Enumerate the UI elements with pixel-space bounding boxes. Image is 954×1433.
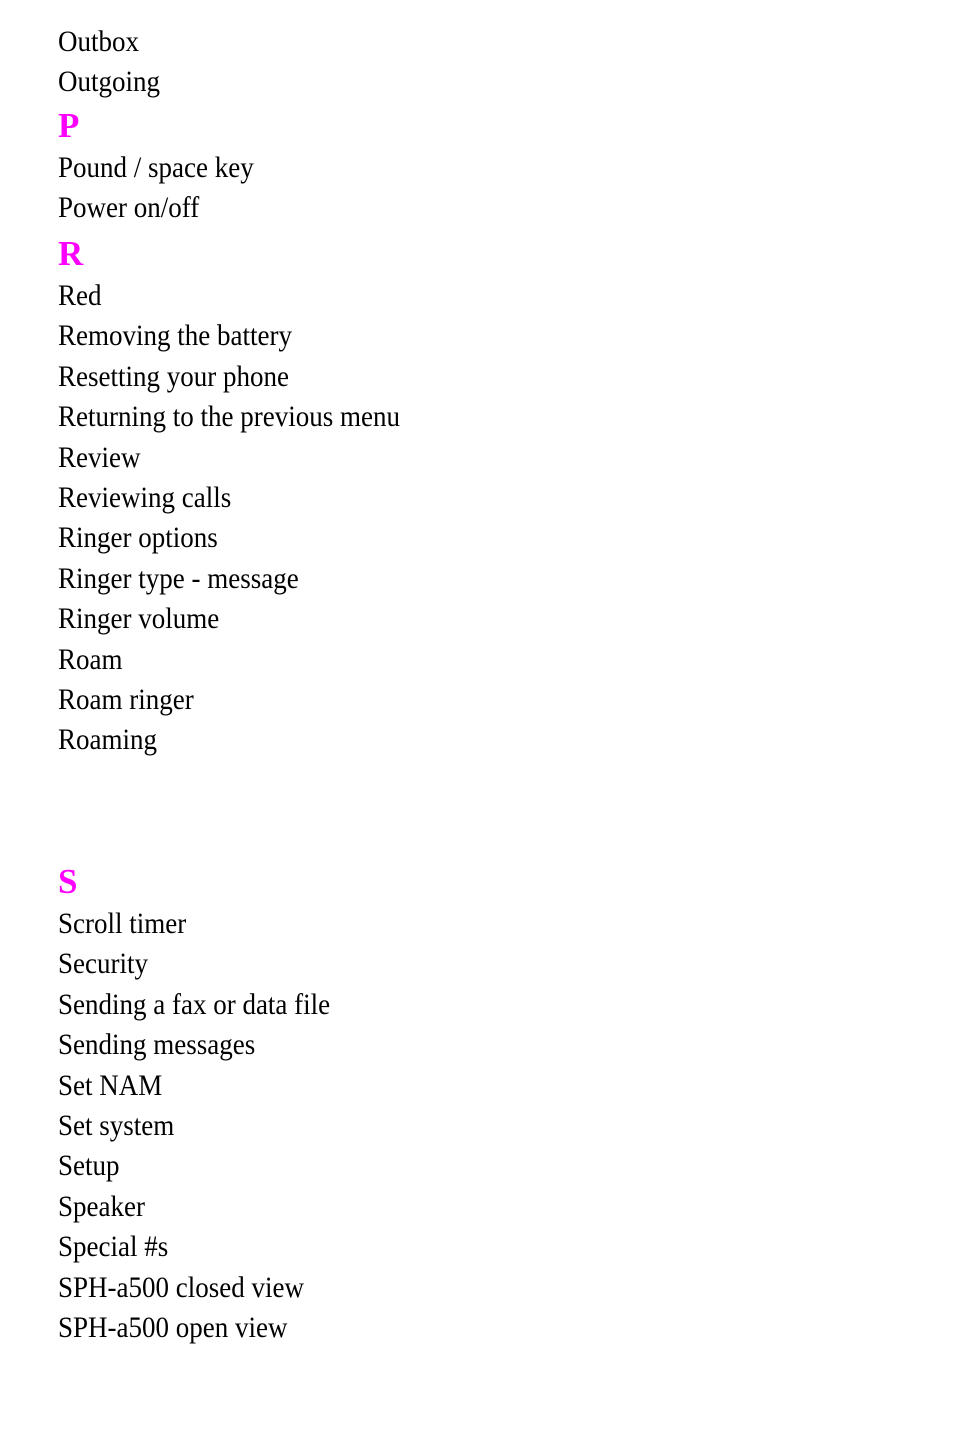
index-entry: Roaming — [58, 723, 157, 757]
index-entry: Setup — [58, 1149, 120, 1183]
index-entry: Scroll timer — [58, 907, 187, 940]
section-letter-p: P — [58, 106, 80, 145]
index-entry: Removing the battery — [58, 319, 292, 353]
index-entry: SPH-a500 closed view — [58, 1270, 304, 1304]
index-section-o — [58, 22, 938, 103]
index-entry: Set NAM — [58, 1068, 163, 1102]
index-entry: Roam — [58, 642, 123, 676]
index-entry: SPH-a500 open view — [58, 1310, 288, 1344]
index-entry: Power on/off — [58, 191, 200, 225]
index-entry: Roam ringer — [58, 682, 194, 716]
index-entry: Reviewing calls — [58, 480, 232, 514]
index-entry: Speaker — [58, 1189, 145, 1223]
index-entry: Sending messages — [58, 1028, 256, 1062]
index-entry: Set system — [58, 1108, 175, 1142]
index-section-s — [58, 860, 938, 1348]
index-entry: Resetting your phone — [58, 359, 289, 393]
index-entry: Outgoing — [58, 65, 161, 99]
index-entry: Review — [58, 440, 141, 474]
index-entry: Special #s — [58, 1230, 169, 1264]
index-entry: Pound / space key — [58, 151, 254, 184]
index-entry: Returning to the previous menu — [58, 400, 400, 434]
entry-list-s — [58, 904, 938, 1348]
section-letter-r: R — [58, 234, 84, 273]
index-entry: Sending a fax or data file — [58, 987, 331, 1021]
index-entry: Ringer options — [58, 521, 218, 555]
section-letter-s: S — [58, 862, 78, 901]
index-entry: Ringer type - message — [58, 561, 299, 595]
index-entry: Ringer volume — [58, 602, 220, 636]
index-page — [58, 0, 938, 1433]
index-entry: Outbox — [58, 25, 139, 58]
index-section-r — [58, 232, 938, 761]
index-entry: Security — [58, 947, 148, 981]
entry-list-o — [58, 22, 938, 103]
entry-list-r — [58, 276, 938, 761]
index-entry: Red — [58, 279, 102, 312]
entry-list-p — [58, 148, 938, 229]
index-section-p — [58, 104, 938, 229]
